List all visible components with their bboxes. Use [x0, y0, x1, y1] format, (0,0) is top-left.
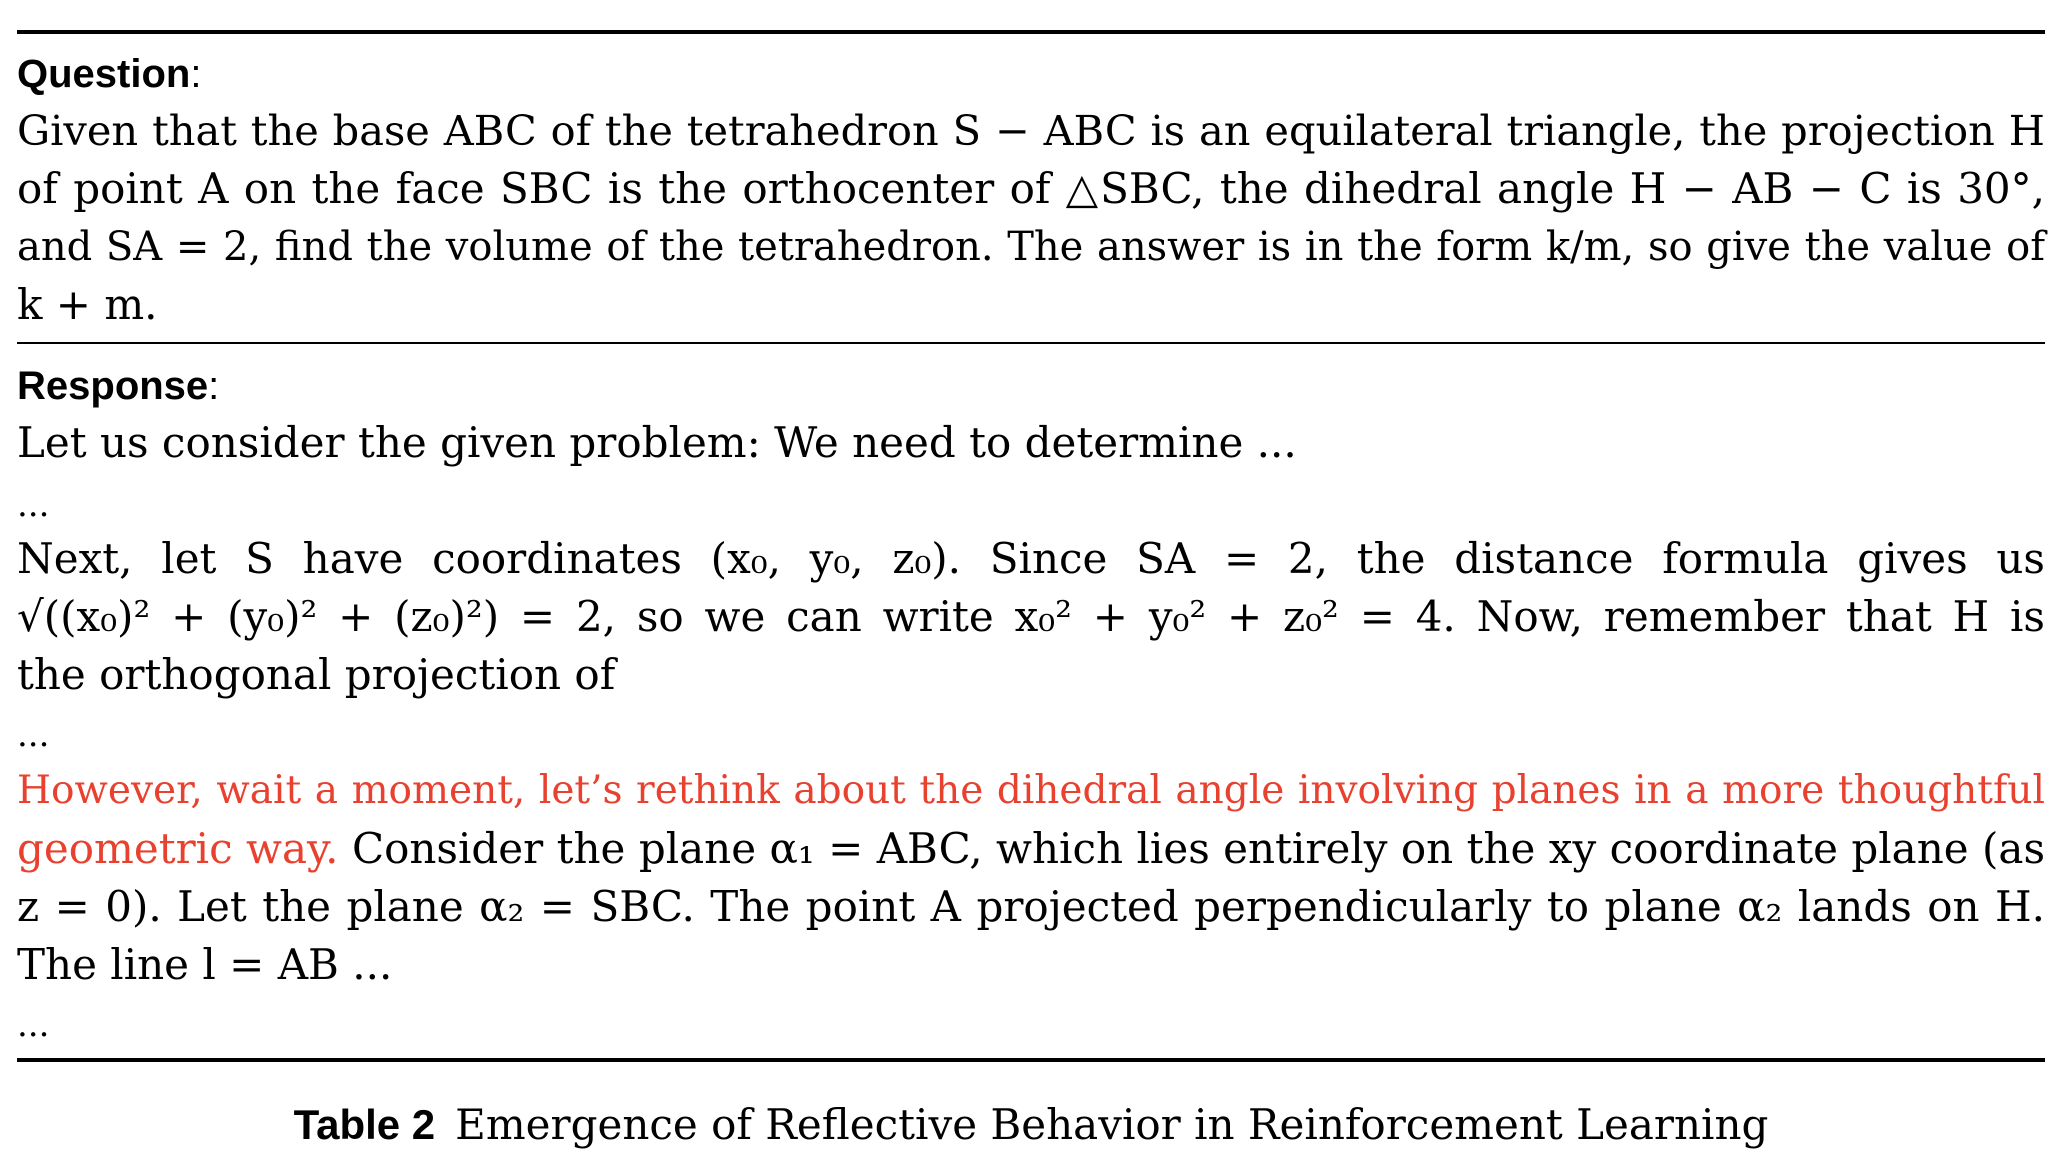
response-ellipsis-3: ...: [17, 1005, 50, 1045]
question-line-3: and SA = 2, find the volume of the tetrahedron. The answer is in the form k/m, so give the value of: [17, 224, 2045, 270]
response-line-8: geometric way. Consider the plane α₁ = ABC, which lies entirely on the xy coordinate plane (as: [17, 824, 2045, 873]
response-line-9: z = 0). Let the plane α₂ = SBC. The point A projected perpendicularly to plane α₂ lands on H.: [17, 882, 2045, 931]
question-line-4: k + m.: [17, 280, 158, 329]
response-line-3: Next, let S have coordinates (x₀, y₀, z₀). Since SA = 2, the distance formula gives us: [17, 534, 2045, 583]
response-line-5: the orthogonal projection of: [17, 650, 616, 699]
reflection-highlight-end: geometric way.: [17, 824, 339, 873]
response-line-10: The line l = AB ...: [17, 940, 393, 989]
bottom-rule: [17, 1058, 2045, 1062]
response-line-4: √((x₀)² + (y₀)² + (z₀)²) = 2, so we can write x₀² + y₀² + z₀² = 4. Now, remember that H is: [17, 592, 2045, 641]
question-line-2: of point A on the face SBC is the orthocenter of △SBC, the dihedral angle H − AB − C is 30°,: [17, 164, 2045, 213]
response-line-1: Let us consider the given problem: We need to determine ...: [17, 418, 1297, 467]
question-line-1: Given that the base ABC of the tetrahedron S − ABC is an equilateral triangle, the projection H: [17, 106, 2045, 155]
caption-text: Emergence of Reflective Behavior in Reinforcement Learning: [455, 1100, 1769, 1149]
caption-label: Table 2: [293, 1101, 436, 1148]
top-rule: [17, 30, 2045, 34]
response-ellipsis-1: ...: [17, 485, 50, 525]
question-heading: Question:: [17, 52, 202, 96]
reflection-highlight-line: However, wait a moment, let’s rethink about the dihedral angle involving planes in a more thoughtful: [17, 768, 2045, 813]
middle-rule: [17, 342, 2045, 344]
response-ellipsis-2: ...: [17, 715, 50, 755]
table-caption: [17, 1100, 2045, 1150]
response-heading: Response:: [17, 364, 220, 408]
